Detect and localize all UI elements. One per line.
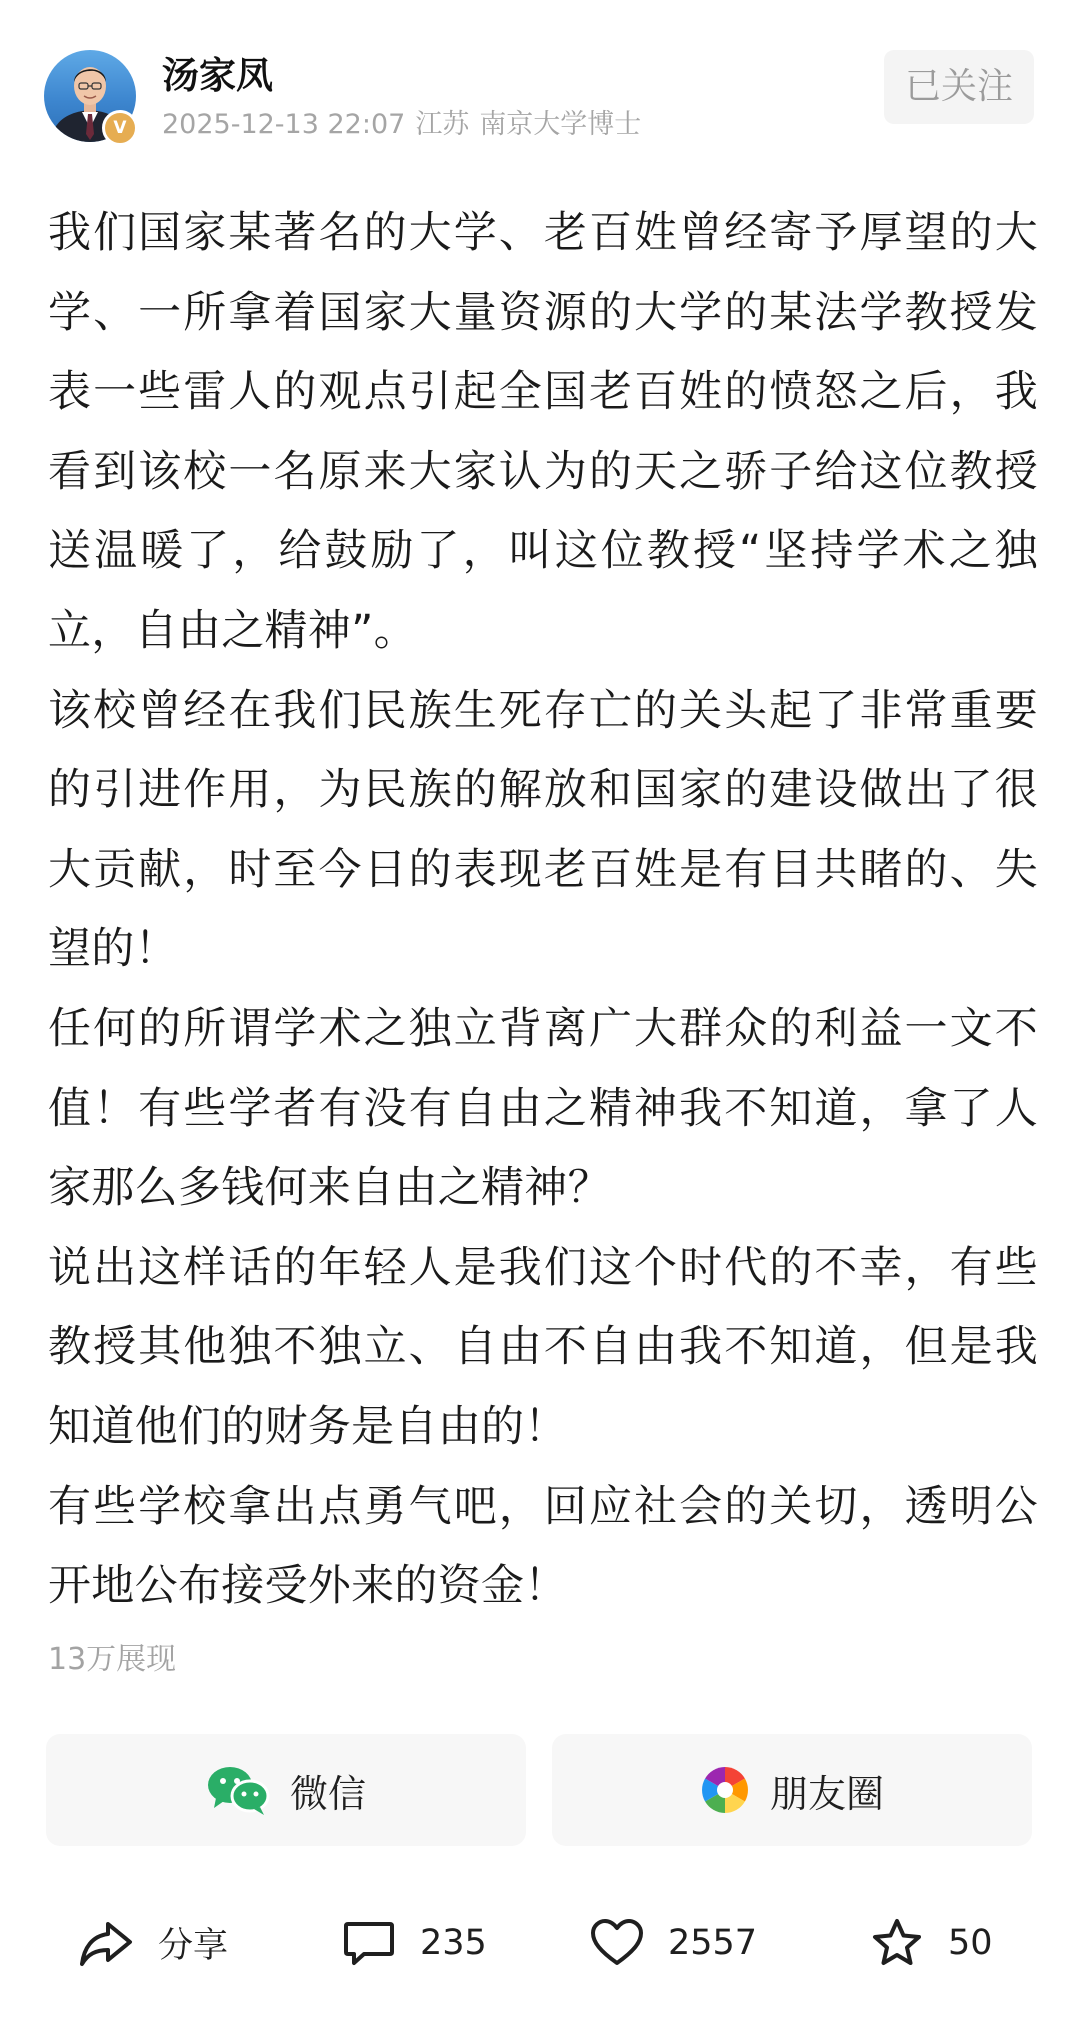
favorite-count: 50: [948, 1923, 993, 1963]
moments-aperture-icon: [700, 1765, 750, 1815]
comment-count: 235: [420, 1923, 487, 1963]
share-moments-label: 朋友圈: [769, 1771, 884, 1816]
article-paragraph: 说出这样话的年轻人是我们这个时代的不幸，有些教授其他独不独立、自由不自由我不知道，但是我知道他们的财务是自由的！: [48, 1242, 1038, 1452]
author-name[interactable]: 汤家凤: [162, 54, 273, 97]
like-count: 2557: [668, 1923, 758, 1963]
share-moments-button[interactable]: [552, 1734, 1032, 1846]
heart-icon: [590, 1918, 644, 1968]
article-body: [48, 194, 1038, 1627]
favorite-action[interactable]: [870, 1912, 993, 1974]
comment-bubble-icon: [342, 1918, 396, 1968]
share-wechat-button[interactable]: [46, 1734, 526, 1846]
wechat-icon: [206, 1764, 270, 1816]
article-paragraph: 任何的所谓学术之独立背离广大群众的利益一文不值！有些学者有没有自由之精神我不知道，拿了人家那么多钱何来自由之精神？: [48, 1003, 1038, 1214]
post-date: 2025-12-13 22:07: [162, 109, 406, 140]
author-title: 南京大学博士: [479, 109, 642, 140]
follow-button[interactable]: 已关注: [884, 50, 1034, 124]
article-paragraph: 我们国家某著名的大学、老百姓曾经寄予厚望的大学、一所拿着国家大量资源的大学的某法学教授发表一些雷人的观点引起全国老百姓的愤怒之后，我看到该校一名原来大家认为的天之骄子给这位教授送温暖了，给鼓励了，叫这位教授“坚持学术之独立，自由之精神”。: [48, 208, 1038, 656]
share-label: 分享: [158, 1926, 229, 1966]
like-action[interactable]: [590, 1912, 757, 1974]
view-count: 13万展现: [48, 1642, 177, 1677]
verified-badge-icon: V: [102, 110, 138, 146]
comment-action[interactable]: [342, 1912, 487, 1974]
post-header: [0, 0, 1080, 170]
share-arrow-icon: [78, 1918, 134, 1968]
post-location: 江苏: [415, 109, 470, 140]
article-paragraph: 有些学校拿出点勇气吧，回应社会的关切，透明公开地公布接受外来的资金！: [48, 1481, 1038, 1612]
share-action[interactable]: [78, 1912, 228, 1974]
post-meta: [162, 107, 651, 143]
star-icon: [870, 1917, 924, 1969]
article-paragraph: 该校曾经在我们民族生死存亡的关头起了非常重要的引进作用，为民族的解放和国家的建设做出了很大贡献，时至今日的表现老百姓是有目共睹的、失望的！: [48, 685, 1038, 975]
share-wechat-label: 微信: [289, 1771, 366, 1816]
